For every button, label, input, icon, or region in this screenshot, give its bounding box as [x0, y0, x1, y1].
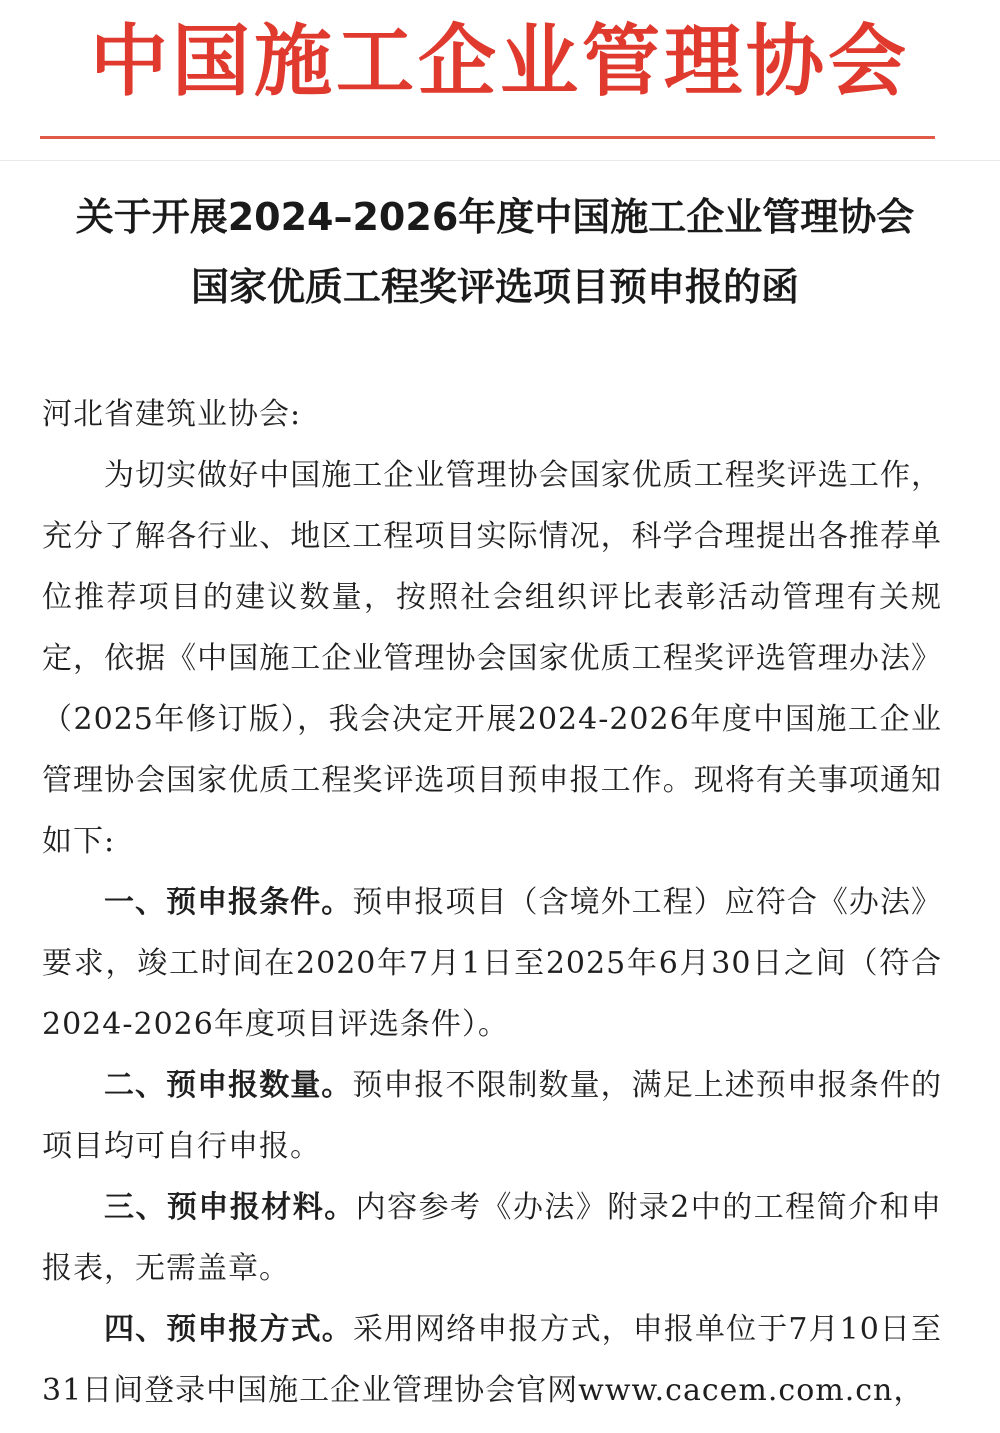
- intro-paragraph: 为切实做好中国施工企业管理协会国家优质工程奖评选工作，充分了解各行业、地区工程项目实际情况，科学合理提出各推荐单位推荐项目的建议数量，按照社会组织评比表彰活动管理有关规定，依据《中国施工企业管理协会国家优质工程奖评选管理办法》（2025年修订版），我会决定开展2024-2026年度中国施工企业管理协会国家优质工程奖评选项目预申报工作。现将有关事项通知如下:: [42, 458, 942, 859]
- section-heading-2: 二、预申报数量。: [104, 1068, 353, 1103]
- salutation: 河北省建筑业协会:: [42, 397, 302, 432]
- section-paragraph-3: [42, 1177, 942, 1299]
- section-heading-4: 四、预申报方式。: [104, 1312, 353, 1347]
- section-heading-3: 三、预申报材料。: [104, 1190, 356, 1225]
- section-paragraph-4: [42, 1299, 942, 1421]
- section-text-1: 预申报项目（含境外工程）应符合《办法》要求，竣工时间在2020年7月1日至2025年6月30日之间（符合2024-2026年度项目评选条件）。: [42, 885, 943, 1042]
- section-text-4: 采用网络申报方式，申报单位于7月10日至31日间登录中国施工企业管理协会官网www.cacem.com.cn，: [42, 1312, 942, 1408]
- document-title: [30, 182, 960, 322]
- section-paragraph-2: [42, 1055, 942, 1177]
- section-heading-1: 一、预申报条件。: [104, 885, 353, 920]
- page-divider: [0, 160, 1000, 161]
- letterhead-red-rule: [40, 136, 935, 139]
- letterhead-org-name: 中国施工企业管理协会: [89, 16, 910, 107]
- section-text-3: 内容参考《办法》附录2中的工程简介和申报表，无需盖章。: [42, 1190, 943, 1286]
- document-title-line-1: 关于开展2024–2026年度中国施工企业管理协会: [75, 195, 915, 239]
- section-text-2: 预申报不限制数量，满足上述预申报条件的项目均可自行申报。: [42, 1068, 943, 1164]
- section-paragraph-1: [42, 872, 942, 1055]
- document-title-line-2: 国家优质工程奖评选项目预申报的函: [190, 265, 799, 309]
- letter-body: [42, 384, 942, 1421]
